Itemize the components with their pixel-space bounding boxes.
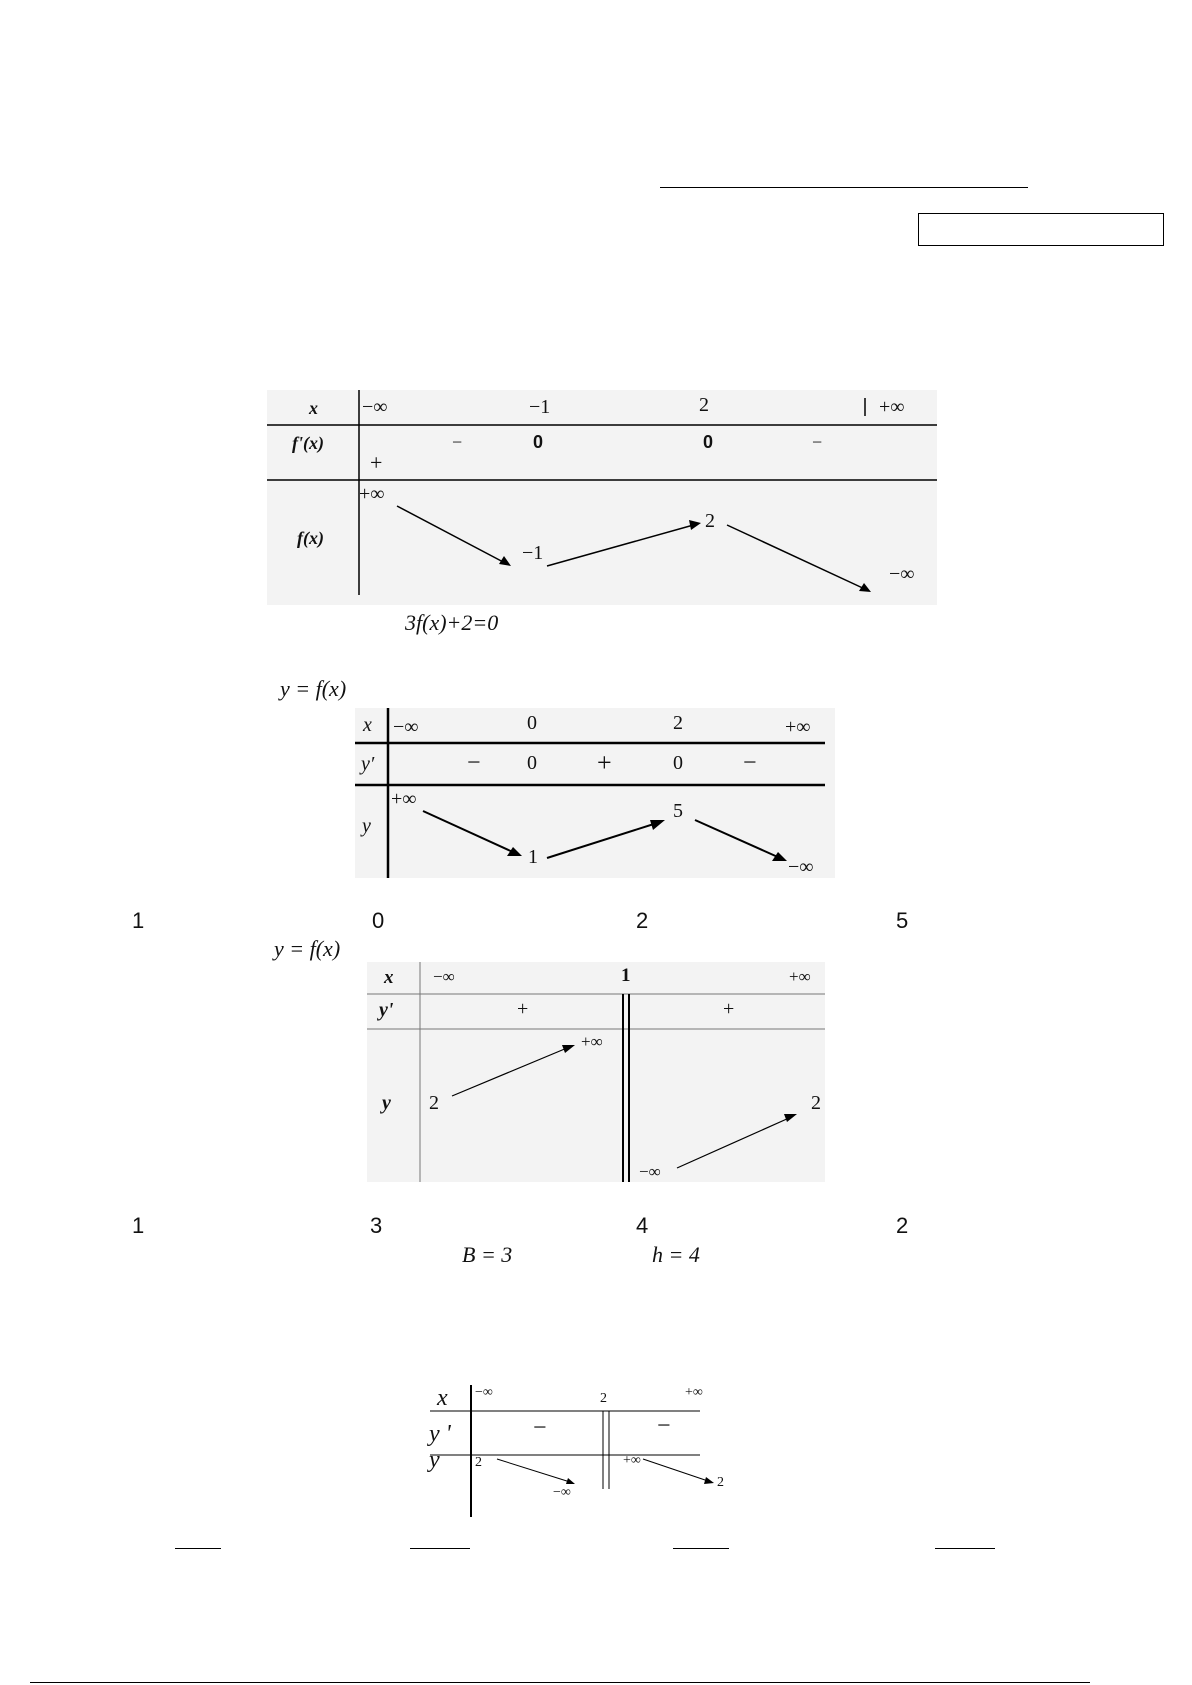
option-2d: 2 [896, 1213, 909, 1238]
t3-y-neg-inf: −∞ [639, 1162, 661, 1181]
option-2a: 1 [132, 1213, 145, 1238]
variation-table-4-svg [425, 1385, 740, 1520]
t3-y-label: y [382, 1092, 391, 1114]
t1-f-neg-inf: −∞ [889, 563, 915, 585]
variation-table-2-svg [355, 708, 835, 878]
t3-sign-1: + [517, 998, 529, 1020]
answer-line-b [410, 1548, 470, 1549]
variation-table-3 [367, 962, 825, 1182]
variation-table-4 [425, 1385, 740, 1520]
t2-zero-2: 0 [673, 752, 683, 774]
footer-rule [30, 1682, 1090, 1683]
variation-table-3-svg [367, 962, 825, 1182]
t2-sign-2: + [597, 748, 612, 777]
variation-table-1 [267, 390, 937, 605]
t3-x-1: 1 [621, 965, 631, 986]
t2-x-pos-inf: +∞ [785, 716, 811, 738]
t1-x-pos-inf: +∞ [879, 396, 905, 418]
t1-f-2: 2 [705, 510, 715, 532]
function-label-2: y = f(x) [274, 936, 341, 961]
t2-y-1: 1 [528, 846, 538, 868]
t1-sign-1: − [452, 432, 463, 452]
answer-line-d [935, 1548, 995, 1549]
t2-sign-3: − [743, 750, 757, 776]
t4-y-2-right: 2 [717, 1475, 724, 1490]
equation-3fx-plus-2: 3f(x)+2=0 [405, 610, 499, 635]
t4-x-pos-inf: +∞ [685, 1385, 703, 1400]
t4-y-2-left: 2 [475, 1455, 482, 1470]
t2-x-neg-inf: −∞ [393, 716, 419, 738]
t1-f-neg1: −1 [522, 542, 544, 564]
t2-x-0: 0 [527, 712, 537, 734]
t4-sign-1: − [533, 1415, 547, 1441]
t3-x-pos-inf: +∞ [789, 967, 811, 986]
t2-x-2: 2 [673, 712, 683, 734]
t4-y-neg-inf: −∞ [553, 1485, 571, 1500]
t4-sign-2: − [657, 1413, 671, 1439]
t1-x-label: x [309, 398, 318, 418]
option-1a: 1 [132, 908, 145, 933]
t2-y-pos-inf: +∞ [391, 788, 417, 810]
formula-h: h = 4 [652, 1242, 700, 1267]
answer-line-a [175, 1548, 221, 1549]
t2-y-label: y [362, 815, 371, 837]
variation-table-2 [355, 708, 835, 878]
t3-y-pos-inf: +∞ [581, 1032, 603, 1051]
t1-fprime-label: f'(x) [292, 433, 324, 453]
option-1b: 0 [372, 908, 385, 933]
t4-y-label: y [429, 1447, 440, 1473]
t2-zero-1: 0 [527, 752, 537, 774]
code-box [918, 213, 1164, 246]
t1-zero-2: 0 [703, 432, 714, 452]
t1-x-neg1: −1 [529, 396, 551, 418]
header-underline [660, 187, 1028, 188]
t4-y-pos-inf: +∞ [623, 1453, 641, 1468]
t2-y-5: 5 [673, 800, 683, 822]
t1-x-2: 2 [699, 394, 709, 416]
t1-zero-1: 0 [533, 432, 544, 452]
t1-f-pos-inf: +∞ [359, 483, 385, 505]
t4-x-neg-inf: −∞ [475, 1385, 493, 1400]
t1-f-label: f(x) [297, 528, 324, 548]
t3-sign-2: + [723, 998, 735, 1020]
t3-yprime-label: y' [379, 999, 394, 1021]
answer-line-c [673, 1548, 729, 1549]
t4-x-2: 2 [600, 1391, 607, 1406]
option-1c: 2 [636, 908, 649, 933]
t2-sign-1: − [467, 750, 481, 776]
t2-y-neg-inf: −∞ [788, 856, 814, 878]
t3-y-2-left: 2 [429, 1092, 439, 1114]
t2-yprime-label: y′ [361, 753, 375, 775]
t1-x-neg-inf: −∞ [362, 396, 388, 418]
t3-x-neg-inf: −∞ [433, 967, 455, 986]
option-2b: 3 [370, 1213, 383, 1238]
function-label-1: y = f(x) [280, 676, 347, 701]
t4-yprime-label: y ' [429, 1421, 451, 1447]
t3-y-2-right: 2 [811, 1092, 821, 1114]
option-2c: 4 [636, 1213, 649, 1238]
formula-b: B = 3 [462, 1242, 513, 1267]
t4-x-label: x [437, 1385, 448, 1411]
t1-sign-3: − [812, 432, 823, 452]
t2-x-label: x [363, 714, 372, 736]
t3-x-label: x [384, 967, 394, 988]
t1-sign-plus: + [370, 450, 383, 475]
option-1d: 5 [896, 908, 909, 933]
